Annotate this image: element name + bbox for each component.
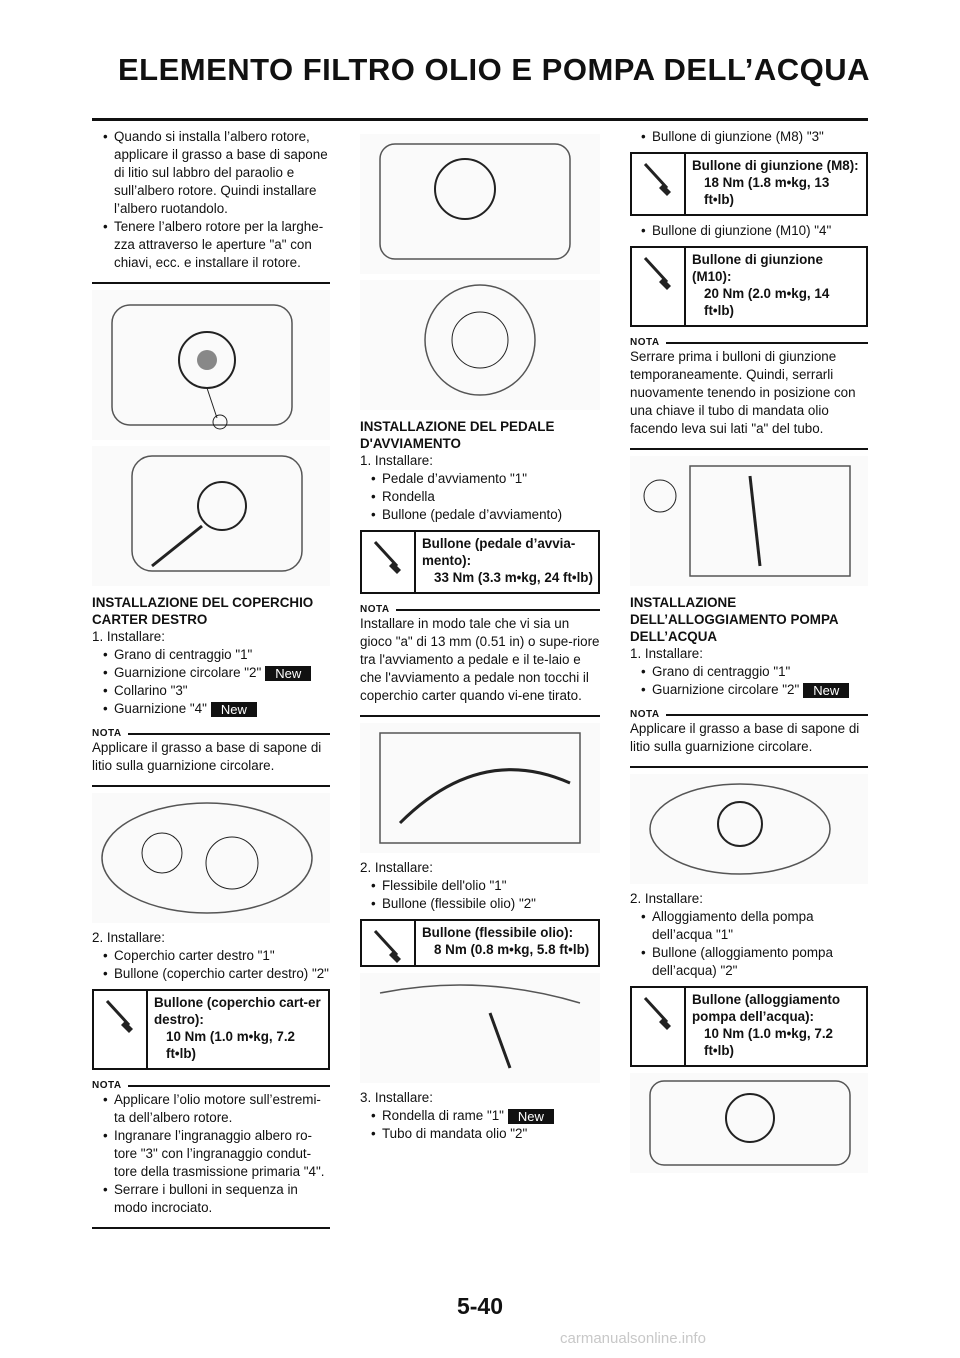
list-item: • Flessibile dell'olio "1"	[360, 877, 600, 895]
section-rule	[360, 715, 600, 717]
section-rule	[630, 766, 868, 768]
torque-spec-box	[630, 152, 868, 216]
section-rule	[630, 448, 868, 450]
note-text: Installare in modo tale che vi sia un gioco "a" di 13 mm (0.51 in) o supe-riore tra l'avviamento a pedale e il te-laio e che l'avviamento a pedale non tocchi il coperchio carter quando vi-ene tirato.	[360, 616, 600, 703]
crankcase-cover-bolts-illustration	[360, 280, 600, 410]
footer-watermark: carmanualsonline.info	[560, 1330, 706, 1347]
note-header: NOTA	[630, 709, 868, 720]
list-item: • Quando si installa l’albero rotore, applicare il grasso a base di sapone di litio sul labbro del paraolio e sull’albero rotore. Quindi installare l’albero ruotandolo.	[92, 128, 330, 218]
new-badge: New	[508, 1109, 554, 1124]
oil-delivery-pipe-illustration	[360, 973, 600, 1083]
note-text: Applicare il grasso a base di sapone di litio sulla guarnizione circolare.	[630, 721, 860, 754]
step-label: 1. Installare:	[360, 453, 433, 468]
step-label: 1. Installare:	[92, 629, 165, 644]
torque-spec-box	[630, 246, 868, 327]
column-1	[92, 128, 330, 1233]
section-rule	[92, 282, 330, 284]
section-heading: INSTALLAZIONE DELL’ALLOGGIAMENTO POMPA DELL’ACQUA	[630, 595, 839, 644]
torque-wrench-icon	[632, 154, 686, 214]
step-label: 1. Installare:	[630, 646, 703, 661]
note-text: Serrare prima i bulloni di giunzione temporaneamente. Quindi, serrarli nuovamente tenendo in posizione con una chiave il tubo di mandata olio facendo leva sui lati "a" del tubo.	[630, 349, 856, 436]
torque-spec-box	[360, 919, 600, 967]
list-item: • Serrare i bulloni in sequenza in modo incrociato.	[92, 1181, 330, 1217]
torque-wrench-icon	[632, 248, 686, 325]
torque-value: 8 Nm (0.8 m•kg, 5.8 ft•lb)	[434, 942, 590, 957]
torque-name: Bullone di giunzione (M10):	[692, 252, 823, 284]
list-item: • Tenere l’albero rotore per la larghe-zza attraverso le aperture "a" con chiavi, ecc. e installare il rotore.	[92, 218, 330, 272]
list-item: • Bullone (coperchio carter destro) "2"	[92, 965, 330, 983]
torque-value: 10 Nm (1.0 m•kg, 7.2 ft•lb)	[166, 1029, 295, 1061]
torque-spec-box	[360, 530, 600, 594]
torque-name: Bullone (coperchio cart-er destro):	[154, 995, 321, 1027]
list-item: • Grano di centraggio "1"	[630, 663, 868, 681]
list-item: • Guarnizione circolare "2" New	[92, 664, 330, 682]
torque-wrench-icon	[362, 532, 416, 592]
torque-name: Bullone (pedale d’avvia-mento):	[422, 536, 576, 568]
list-item: • Grano di centraggio "1"	[92, 646, 330, 664]
torque-name: Bullone (alloggiamento pompa dell’acqua):	[692, 992, 841, 1024]
water-pump-housing-bolts-illustration	[630, 1073, 868, 1173]
clutch-illustration	[360, 134, 600, 274]
step-label: 2. Installare:	[92, 930, 165, 945]
rotor-shaft-illustration	[92, 290, 330, 440]
list-item: • Ingranare l’ingranaggio albero ro-tore "3" con l’ingranaggio condut-tore della trasmissione primaria "4".	[92, 1127, 330, 1181]
section-heading: INSTALLAZIONE DEL COPERCHIO CARTER DESTRO	[92, 595, 314, 627]
oil-delivery-pipe-bolts-illustration	[630, 456, 868, 586]
right-crankcase-cover-illustration	[92, 793, 330, 923]
torque-value: 20 Nm (2.0 m•kg, 14 ft•lb)	[704, 286, 830, 318]
note-header: NOTA	[92, 728, 330, 739]
list-item: • Alloggiamento della pompa dell’acqua "1"	[630, 908, 868, 944]
oil-hose-illustration	[360, 723, 600, 853]
column-2	[360, 128, 600, 1143]
section-rule	[92, 785, 330, 787]
new-badge: New	[211, 702, 257, 717]
list-item: • Applicare l’olio motore sull’estremi-ta dell’albero rotore.	[92, 1091, 330, 1127]
column-3	[630, 128, 868, 1179]
torque-wrench-icon	[94, 991, 148, 1068]
note-text: Applicare il grasso a base di sapone di litio sulla guarnizione circolare.	[92, 740, 322, 773]
torque-spec-box	[630, 986, 868, 1067]
list-item: • Guarnizione "4" New	[92, 700, 330, 718]
step-label: 2. Installare:	[630, 891, 703, 906]
torque-name: Bullone (flessibile olio):	[422, 925, 574, 940]
list-item: • Bullone (pedale d’avviamento)	[360, 506, 600, 524]
new-badge: New	[803, 683, 849, 698]
list-item: • Bullone (flessibile olio) "2"	[360, 895, 600, 913]
list-item: • Collarino "3"	[92, 682, 330, 700]
torque-value: 33 Nm (3.3 m•kg, 24 ft•lb)	[434, 570, 593, 585]
title-rule	[92, 118, 868, 121]
water-pump-housing-illustration	[630, 774, 868, 884]
section-rule	[92, 1227, 330, 1229]
note-header: NOTA	[630, 337, 868, 348]
list-item: • Pedale d’avviamento "1"	[360, 470, 600, 488]
note-header: NOTA	[360, 604, 600, 615]
water-pump-impeller-illustration	[92, 446, 330, 586]
torque-wrench-icon	[362, 921, 416, 965]
list-item: • Rondella	[360, 488, 600, 506]
list-item: • Tubo di mandata olio "2"	[360, 1125, 600, 1143]
torque-name: Bullone di giunzione (M8):	[692, 158, 859, 173]
new-badge: New	[265, 666, 311, 681]
list-item: • Bullone (alloggiamento pompa dell’acqua) "2"	[630, 944, 868, 980]
torque-value: 10 Nm (1.0 m•kg, 7.2 ft•lb)	[704, 1026, 833, 1058]
page-number: 5-40	[456, 1293, 504, 1319]
torque-value: 18 Nm (1.8 m•kg, 13 ft•lb)	[704, 175, 830, 207]
page-title: ELEMENTO FILTRO OLIO E POMPA DELL’ACQUA	[117, 52, 870, 87]
step-label: 3. Installare:	[360, 1090, 433, 1105]
list-item: • Coperchio carter destro "1"	[92, 947, 330, 965]
list-item: • Bullone di giunzione (M8) "3"	[630, 128, 868, 146]
torque-wrench-icon	[632, 988, 686, 1065]
step-label: 2. Installare:	[360, 860, 433, 875]
list-item: • Rondella di rame "1" New	[360, 1107, 600, 1125]
list-item: • Bullone di giunzione (M10) "4"	[630, 222, 868, 240]
torque-spec-box	[92, 989, 330, 1070]
list-item: • Guarnizione circolare "2" New	[630, 681, 868, 699]
note-header: NOTA	[92, 1080, 330, 1091]
section-heading: INSTALLAZIONE DEL PEDALE D'AVVIAMENTO	[360, 419, 555, 451]
